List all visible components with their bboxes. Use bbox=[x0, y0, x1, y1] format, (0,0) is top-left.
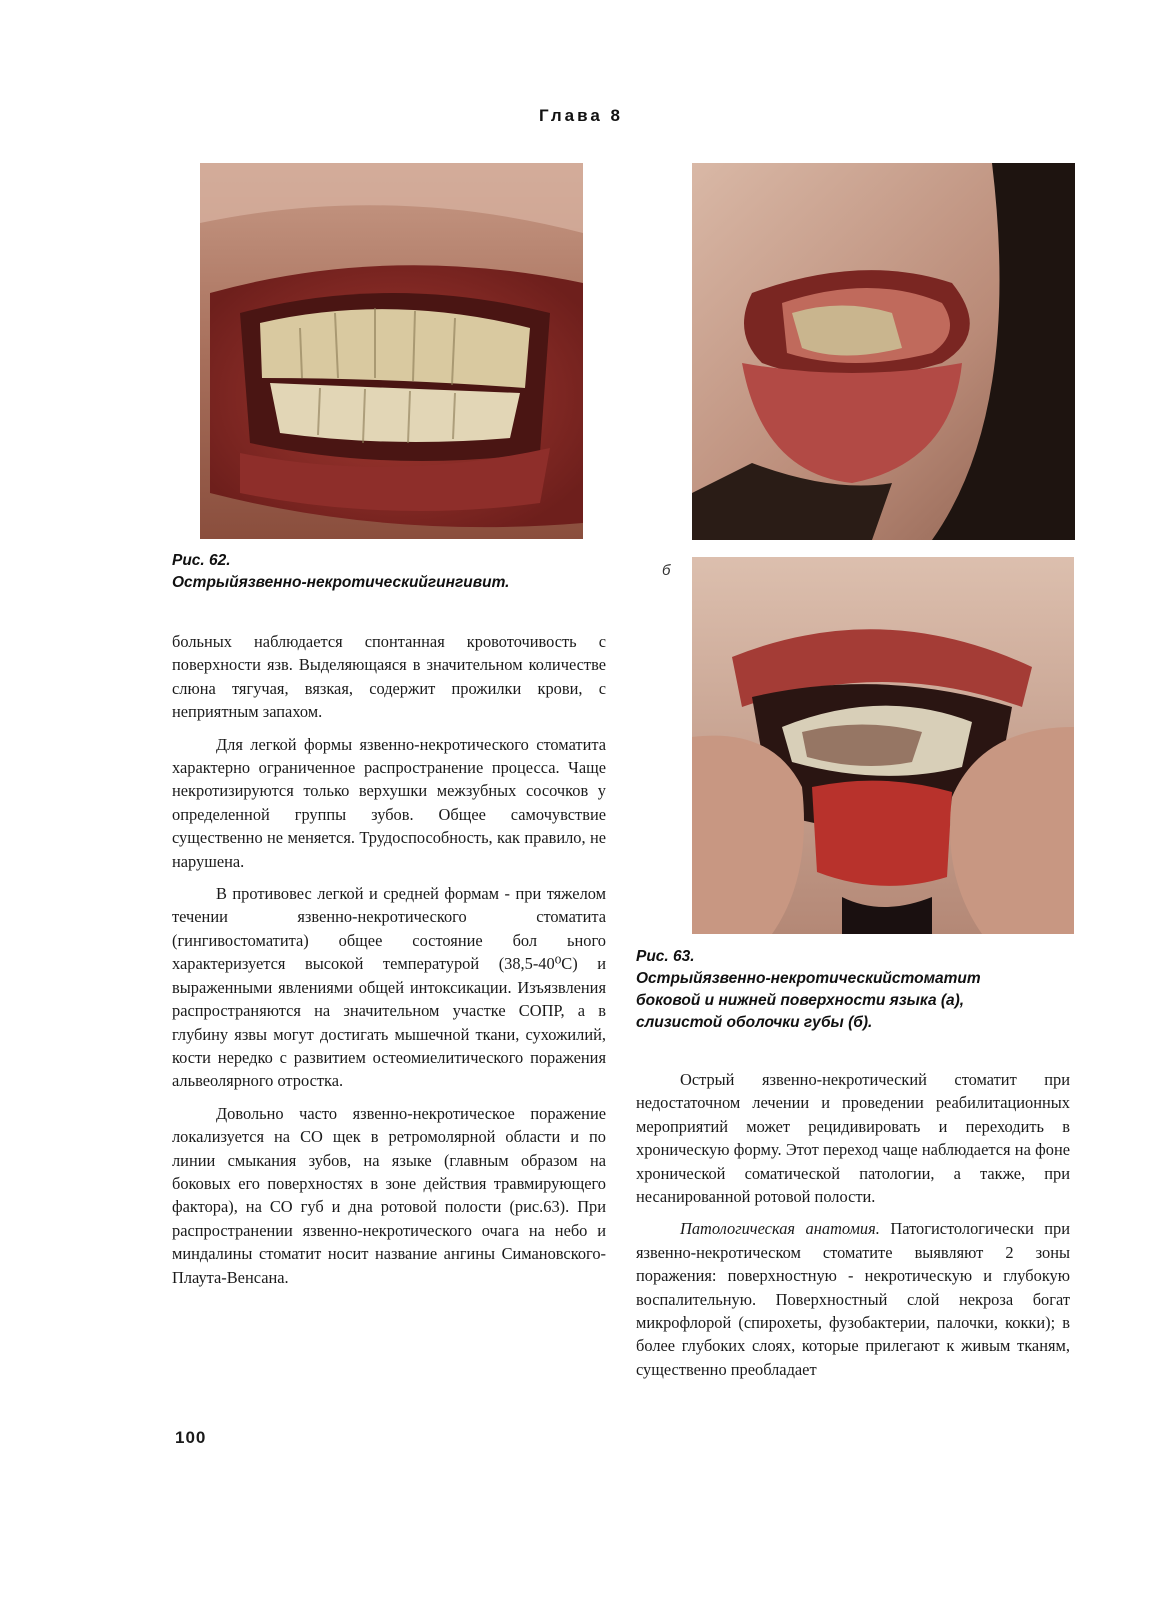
left-paragraph-1: больных наблюдается спонтанная кровоточивость с поверхности язв. Выделяющаяся в значительном количестве слюна тягучая, вязкая, содержит прожилки крови, с неприятным запахом. bbox=[172, 632, 606, 722]
figure-63-title-line-1: Острыйязвенно-некротическийстоматит bbox=[636, 970, 981, 987]
figure-63-title-line-2: боковой и нижней поверхности языка (а), bbox=[636, 992, 965, 1009]
section-heading-pathological-anatomy: Патологическая анатомия. bbox=[680, 1219, 880, 1239]
figure-62-caption bbox=[172, 550, 509, 594]
left-paragraph-2: Для легкой формы язвенно-некротического стоматита характерно ограниченное распространение процесса. Чаще некротизируются только верхушки межзубных сосочков у определенной группы зубов. Общее самочувствие существенно не меняется. Трудоспособность, как правило, не нарушена. bbox=[172, 734, 606, 871]
right-paragraph-1: Острый язвенно-некротический стоматит при недостаточном лечении и проведении реабилитационных мероприятий может рецидивировать и переходить в хроническую форму. Этот переход чаще наблюдается на фоне хронической соматической патологии, а также, при несанированной ротовой полости. bbox=[636, 1070, 1070, 1207]
figure-63-caption bbox=[636, 946, 981, 1034]
left-paragraph-3: В противовес легкой и средней формам - при тяжелом течении язвенно-некротического стоматита (гингивостоматита) общее состояние бол ьного характеризуется высокой температурой (38,5-40⁰С) и выраженными явлениями общей интоксикации. Изъязвления распространяются на значительном участке СОПР, а в глубину язвы могут достигать мышечной ткани, сухожилий, кости нередко с развитием остеомиелитического поражения альвеолярного отростка. bbox=[172, 884, 606, 1091]
figure-62-number: Рис. 62. bbox=[172, 552, 231, 569]
right-paragraph-2-text: Патогистологически при язвенно-некротическом стоматите выявляют 2 зоны поражения: поверхностную - некротическую и глубокую воспалительную. Поверхностный слой некроза богат микрофлорой (спирохеты, фузобактерии, палочки, кокки); в более глубоких слоях, которые прилегают к живым тканям, существенно преобладает bbox=[636, 1219, 1070, 1379]
left-paragraph-4: Довольно часто язвенно-некротическое поражение локализуется на СО щек в ретромолярной области и по линии смыкания зубов, на языке (главным образом на боковых его поверхностях в зоне действия травмирующего фактора), на СО губ и дна ротовой полости (рис.63). При распространении язвенно-некротического очага на небо и миндалины стоматит носит название ангины Симановского-Плаута-Венсана. bbox=[172, 1103, 606, 1287]
figure-63a-photo bbox=[692, 163, 1075, 540]
figure-63b-label: б bbox=[662, 562, 671, 579]
figure-62-title: Острыйязвенно-некротическийгингивит. bbox=[172, 574, 510, 591]
figure-63b-photo bbox=[692, 557, 1074, 934]
right-text-column bbox=[636, 1068, 1070, 1390]
figure-63-number: Рис. 63. bbox=[636, 948, 695, 965]
figure-63-title-line-3: слизистой оболочки губы (б). bbox=[636, 1014, 873, 1031]
chapter-header: Глава 8 bbox=[539, 106, 623, 125]
right-paragraph-2 bbox=[636, 1217, 1070, 1381]
left-text-column bbox=[172, 630, 606, 1298]
figure-62-photo bbox=[200, 163, 583, 539]
page-number: 100 bbox=[175, 1428, 207, 1447]
